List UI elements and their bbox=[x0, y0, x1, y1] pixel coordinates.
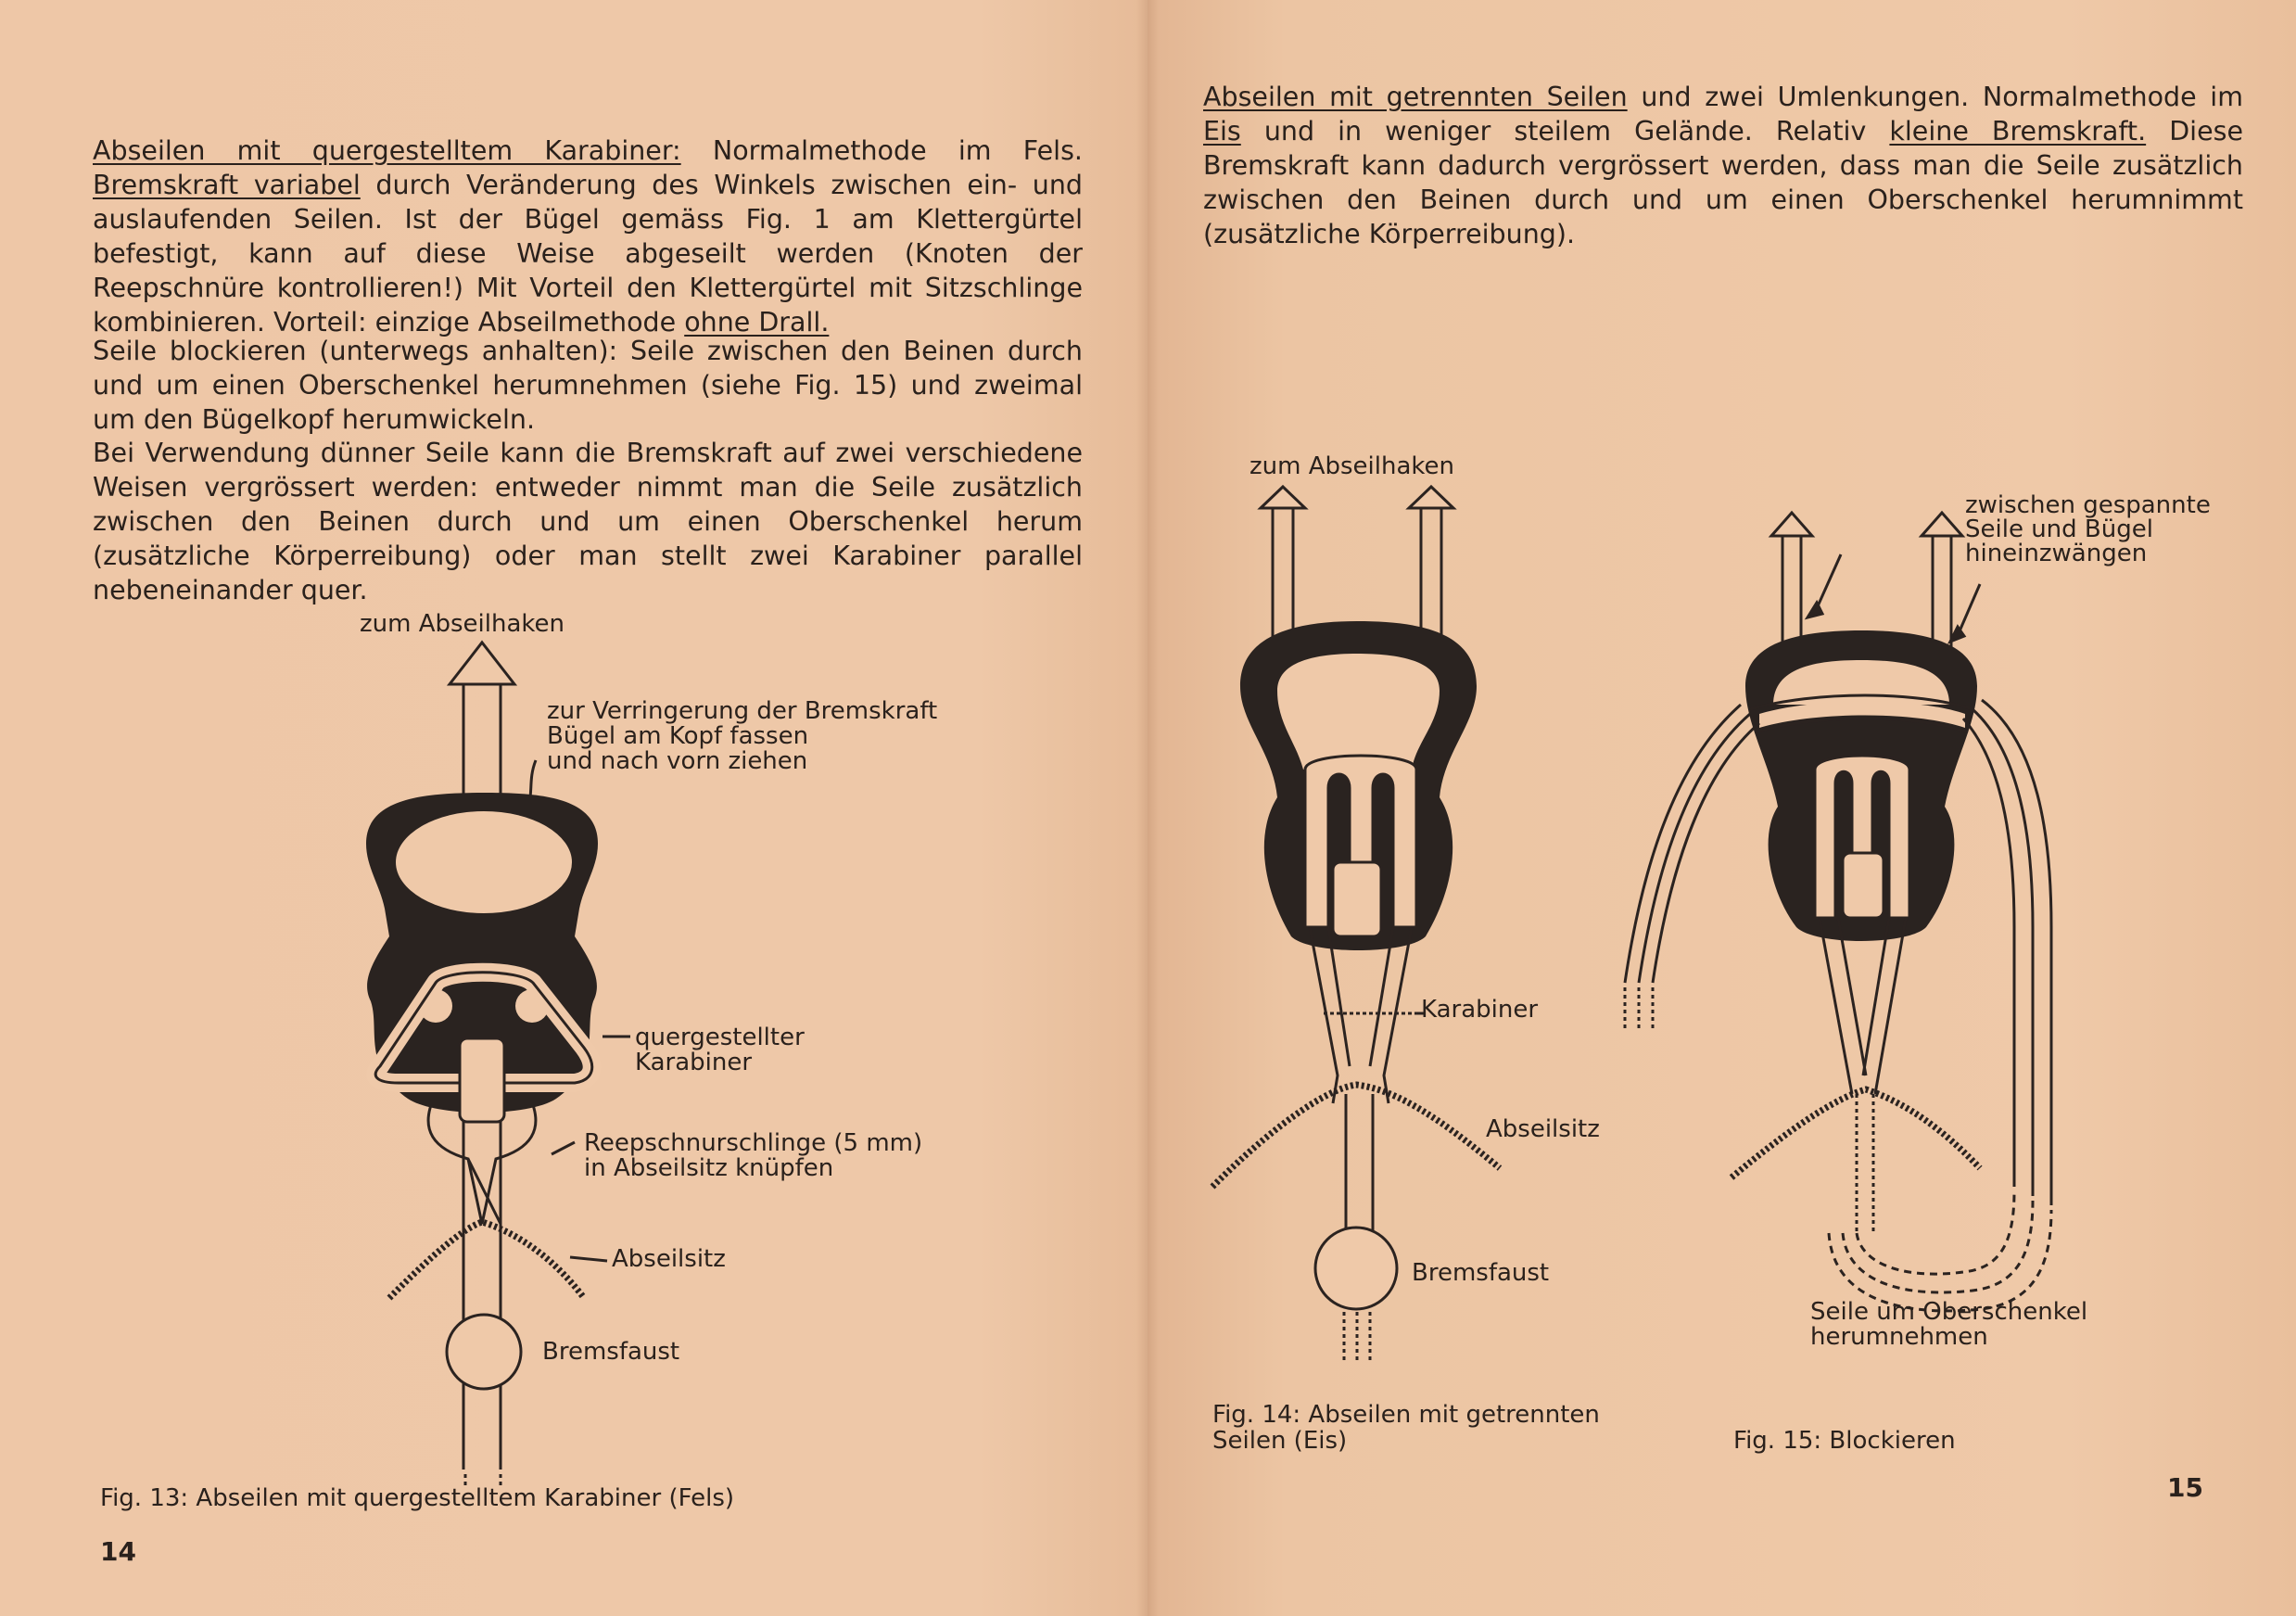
figure-14-15-diagram bbox=[1148, 0, 2296, 1616]
no-twist-term: ohne Drall. bbox=[684, 307, 830, 337]
right-page-number: 15 bbox=[2167, 1472, 2203, 1503]
book-fold bbox=[1136, 0, 1159, 1616]
fig13-anchor-label: zum Abseilhaken bbox=[360, 610, 565, 638]
block-paragraph: Seile blockieren (unterwegs anhalten): Seile zwischen den Beinen durch und um einen Oberschenkel herumnehmen (siehe Fig. 15) und zweimal um den Bügelkopf herumwickeln. bbox=[93, 336, 1083, 435]
fig13-carabiner-label: quergestellter Karabiner bbox=[635, 1024, 805, 1076]
left-page-number: 14 bbox=[100, 1536, 136, 1567]
intro-paragraph: Abseilen mit quergestelltem Karabiner: Normalmethode im Fels. Bremskraft variabel durch Veränderung des Winkels zwischen ein- und auslaufenden Seilen. Ist der Bügel gemäss Fig. 1 am Klettergürtel befestigt, kann auf diese Weise abgeseilt werden (Knoten der Reepschnüre kontrollieren!) Mit Vorteil den Klettergürtel mit Sitzschlinge kombinieren. Vorteil: einzige Abseilmethode ohne Drall. bbox=[93, 135, 1083, 337]
ice-term: Eis bbox=[1203, 116, 1241, 146]
fig13-cord-label: Reepschnurschlinge (5 mm) in Abseilsitz knüpfen bbox=[584, 1129, 923, 1182]
brake-force-term: Bremskraft variabel bbox=[93, 170, 361, 200]
fig13-fist-label: Bremsfaust bbox=[542, 1338, 680, 1366]
small-brake-term: kleine Bremskraft. bbox=[1889, 116, 2147, 146]
fig13-caption: Fig. 13: Abseilen mit quergestelltem Karabiner (Fels) bbox=[100, 1484, 735, 1512]
separate-ropes-paragraph: Abseilen mit getrennten Seilen und zwei Umlenkungen. Normalmethode im Eis und in weniger steilem Gelände. Relativ kleine Bremskraft. Diese Bremskraft kann dadurch vergrössert werden, dass man die Seile zusätzlich zwischen den Beinen durch und um einen Oberschenkel herumnimmt (zusätzliche Körperreibung). bbox=[1203, 82, 2243, 249]
fig13-reduce-label: zur Verringerung der Bremskraft Bügel am Kopf fassen und nach vorn ziehen bbox=[547, 697, 938, 775]
fig14-anchor-label: zum Abseilhaken bbox=[1249, 452, 1455, 480]
fig14-fist-label: Bremsfaust bbox=[1412, 1259, 1550, 1287]
fig15-thigh-label: Seile um Oberschenkel herumnehmen bbox=[1810, 1298, 2088, 1351]
right-page bbox=[1148, 0, 2296, 1616]
method-heading: Abseilen mit quergestelltem Karabiner: bbox=[93, 135, 681, 166]
fig14-seat-label: Abseilsitz bbox=[1486, 1115, 1600, 1143]
fig13-seat-label: Abseilsitz bbox=[612, 1245, 726, 1273]
fig14-carabiner-label: Karabiner bbox=[1421, 996, 1539, 1024]
fig15-caption: Fig. 15: Blockieren bbox=[1733, 1427, 1956, 1455]
fig15-squeeze-label: zwischen gespannte Seile und Bügel hineinzwängen bbox=[1965, 491, 2211, 567]
separate-ropes-heading: Abseilen mit getrennten Seilen bbox=[1203, 82, 1628, 112]
thin-rope-paragraph: Bei Verwendung dünner Seile kann die Bremskraft auf zwei verschiedene Weisen vergrössert werden: entweder nimmt man die Seile zusätzlich zwischen den Beinen durch und um einen Oberschenkel herum (zusätzliche Körperreibung) oder man stellt zwei Karabiner parallel nebeneinander quer. bbox=[93, 438, 1083, 605]
fig14-caption: Fig. 14: Abseilen mit getrennten Seilen (Eis) bbox=[1212, 1401, 1600, 1455]
